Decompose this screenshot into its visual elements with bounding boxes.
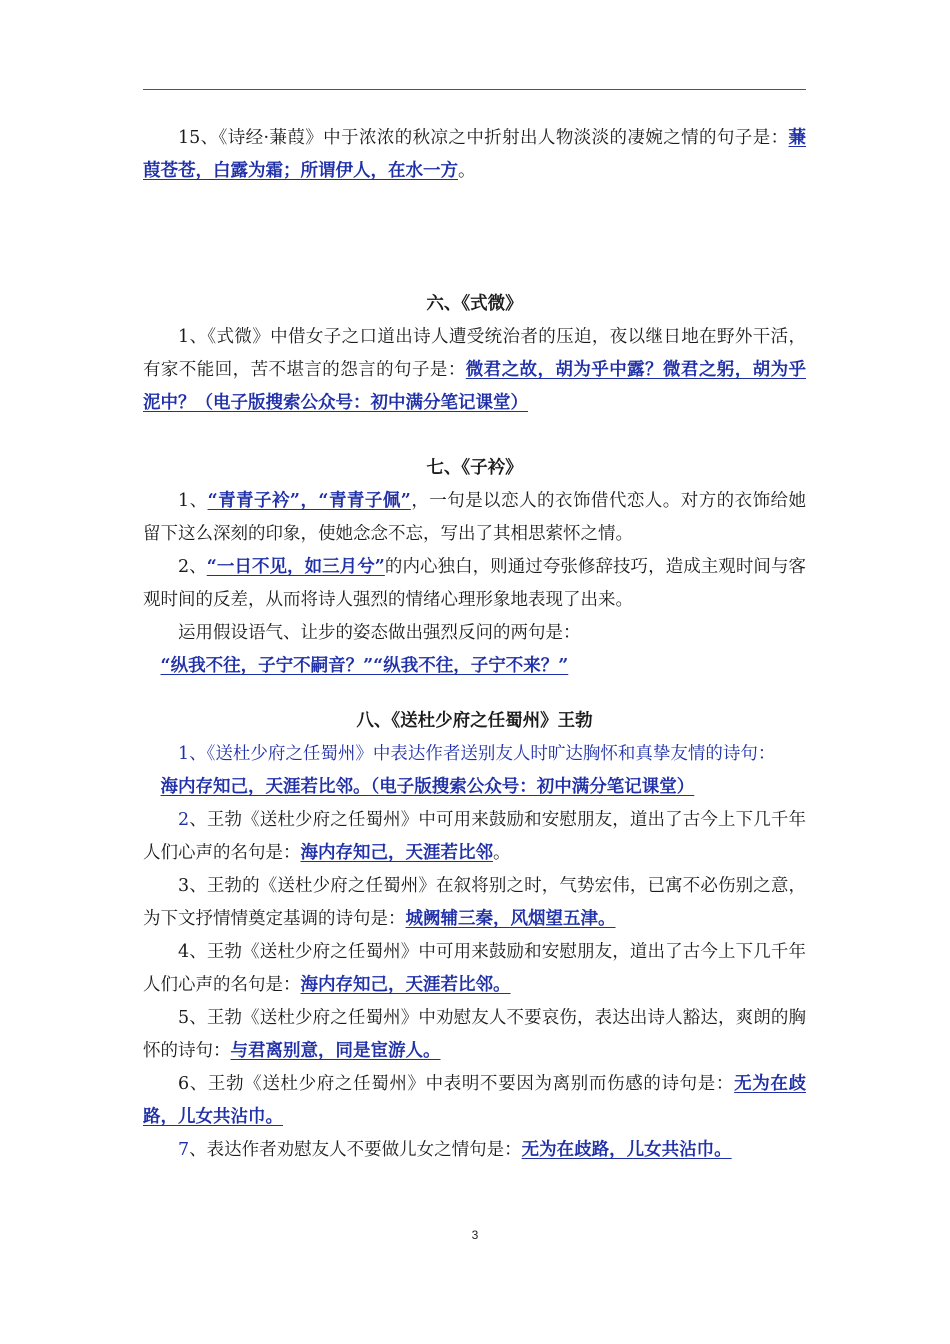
sec8-question-7	[143, 1134, 806, 1167]
q-text: 1、《式微》中借女子之口道出诗人遭受统治者的压迫，夜以继日地在野外干活，有家不能回，苦不堪言的怨言的句子是：	[143, 327, 806, 380]
q-text: 、王勃《送杜少府之任蜀州》中可用来鼓励和安慰朋友，道出了古今上下几千年人们心声的名句是：	[143, 810, 806, 863]
q-num: 7	[178, 1140, 190, 1160]
sec7-question-2	[143, 551, 806, 617]
answer: 无为在歧路，儿女共沾巾。	[521, 1140, 732, 1160]
sec8-question-2	[143, 804, 806, 870]
sec8-question-5	[143, 1002, 806, 1068]
sec8-answer-1	[143, 771, 806, 804]
section-title-songdu: 八、《送杜少府之任蜀州》王勃	[356, 711, 593, 731]
header-rule	[143, 89, 806, 90]
q-end: 。	[458, 161, 476, 181]
section-title-shiwei: 六、《式微》	[426, 294, 523, 314]
section-title-zijin: 七、《子衿》	[426, 458, 523, 478]
q-num: 2	[178, 810, 190, 830]
sec8-question-6	[143, 1068, 806, 1134]
answer: 蒹葭苍苍，白露为霜；所谓伊人，在水一方	[143, 128, 806, 181]
sec8-question-4	[143, 936, 806, 1002]
q-num: 1、	[178, 491, 208, 511]
sec7-question-3: 运用假设语气、让步的姿态做出强烈反问的两句是：	[178, 623, 581, 643]
sec7-answer-3	[143, 650, 806, 683]
answer: 与君离别意，同是宦游人。	[230, 1041, 441, 1061]
q-end: 。	[493, 843, 511, 863]
q-text: 1、《送杜少府之任蜀州》中表达作者送别友人时旷达胸怀和真挚友情的诗句：	[178, 744, 776, 764]
q-text: 6、王勃《送杜少府之任蜀州》中表明不要因为离别而伤感的诗句是：	[178, 1074, 735, 1094]
q-text: ，一句是以恋人的衣饰借代恋人。对方的衣饰给她留下这么深刻的印象，使她念念不忘，写出了其相思萦怀之情。	[143, 491, 806, 544]
document-body	[143, 122, 806, 1167]
q-text: 的内心独白，则通过夸张修辞技巧，造成主观时间与客观时间的反差，从而将诗人强烈的情绪心理形象地表现了出来。	[143, 557, 806, 610]
page-number: 3	[471, 1228, 479, 1242]
sec7-question-1	[143, 485, 806, 551]
answer: 微君之故，胡为乎中露？微君之躬，胡为乎泥中？（电子版搜索公众号：初中满分笔记课堂）	[143, 360, 806, 413]
sec8-question-3	[143, 870, 806, 936]
answer: “一日不见，如三月兮”	[206, 557, 385, 577]
sec6-question-1	[143, 321, 806, 420]
answer: 海内存知己，天涯若比邻	[300, 843, 493, 863]
q-text: 3、王勃的《送杜少府之任蜀州》在叙将别之时，气势宏伟，已寓不必伤别之意，为下文抒情情奠定基调的诗句是：	[143, 876, 806, 929]
answer: 海内存知己，天涯若比邻。（电子版搜索公众号：初中满分笔记课堂）	[160, 777, 695, 797]
answer: 海内存知己，天涯若比邻。	[300, 975, 511, 995]
q-text: 、表达作者劝慰友人不要做儿女之情句是：	[189, 1140, 522, 1160]
answer: 无为在歧路，儿女共沾巾。	[143, 1074, 806, 1127]
q-num: 2、	[178, 557, 207, 577]
answer: “纵我不往，子宁不嗣音？”“纵我不往，子宁不来？”	[160, 656, 569, 676]
q-text: 4、王勃《送杜少府之任蜀州》中可用来鼓励和安慰朋友，道出了古今上下几千年人们心声的名句是：	[143, 942, 806, 995]
answer: 城阙辅三秦，风烟望五津。	[405, 909, 616, 929]
answer: “青青子衿”，“青青子佩”	[207, 491, 411, 511]
sec8-question-1	[143, 738, 806, 771]
q-text: 15、《诗经·蒹葭》中于浓浓的秋凉之中折射出人物淡淡的凄婉之情的句子是：	[178, 128, 789, 148]
q-text: 5、王勃《送杜少府之任蜀州》中劝慰友人不要哀伤，表达出诗人豁达，爽朗的胸怀的诗句：	[143, 1008, 806, 1061]
sec5-question-15	[143, 122, 806, 188]
